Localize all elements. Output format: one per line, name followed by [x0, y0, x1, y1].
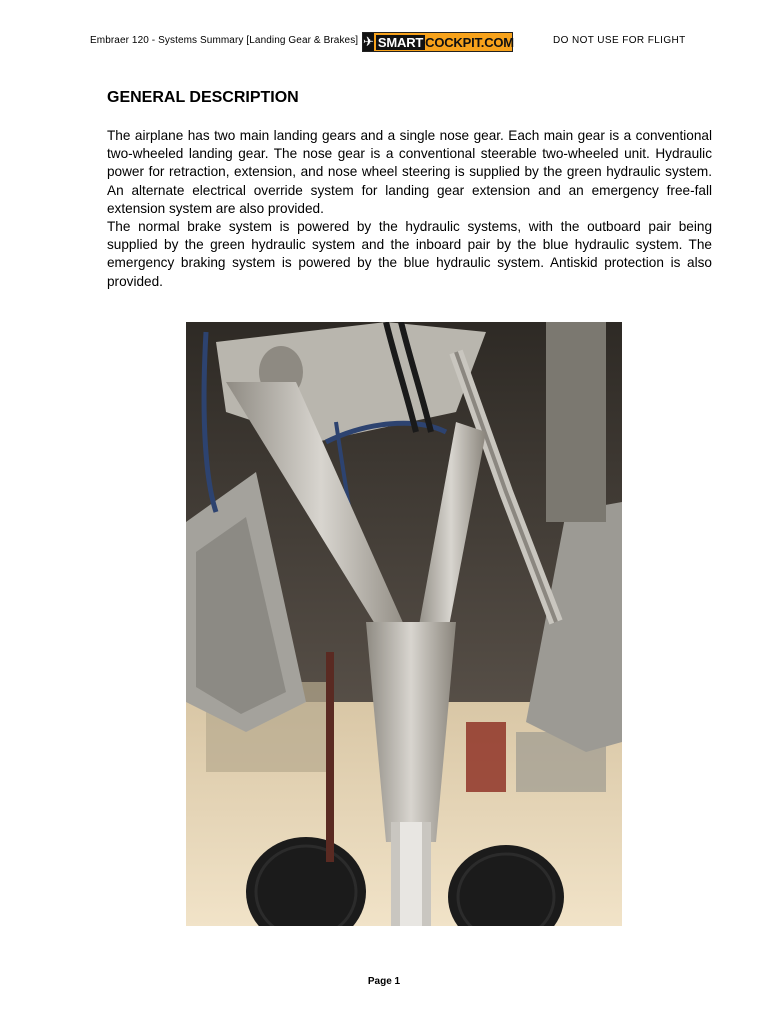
flight-warning: DO NOT USE FOR FLIGHT: [553, 35, 686, 46]
body-text: [107, 127, 712, 291]
document-title: Embraer 120 - Systems Summary [Landing Gear & Brakes]: [90, 35, 359, 46]
page-number: Page 1: [367, 976, 401, 987]
airplane-icon: ✈: [363, 34, 374, 49]
logo-text: SMART COCKPIT.COM: [377, 34, 514, 50]
paragraph-1: The airplane has two main landing gears and a single nose gear. Each main gear is a conventional two-wheeled landing gear. The nose gear is a conventional steerable two-wheeled unit. Hydraulic power for retraction, extension, and nose wheel steering is supplied by the green hydraulic system. An alternate electrical override system for landing gear extension and an emergency free-fall extension system are also provided.: [107, 128, 712, 216]
paragraph-2: The normal brake system is powered by the hydraulic systems, with the outboard pair being supplied by the green hydraulic system and the inboard pair by the blue hydraulic system. The emergency braking system is powered by the blue hydraulic system. Antiskid protection is also provided.: [107, 219, 712, 289]
smartcockpit-logo: [362, 32, 513, 52]
section-title: GENERAL DESCRIPTION: [107, 89, 299, 106]
nose-gear-photo: [186, 322, 622, 926]
page-header: [0, 32, 768, 52]
